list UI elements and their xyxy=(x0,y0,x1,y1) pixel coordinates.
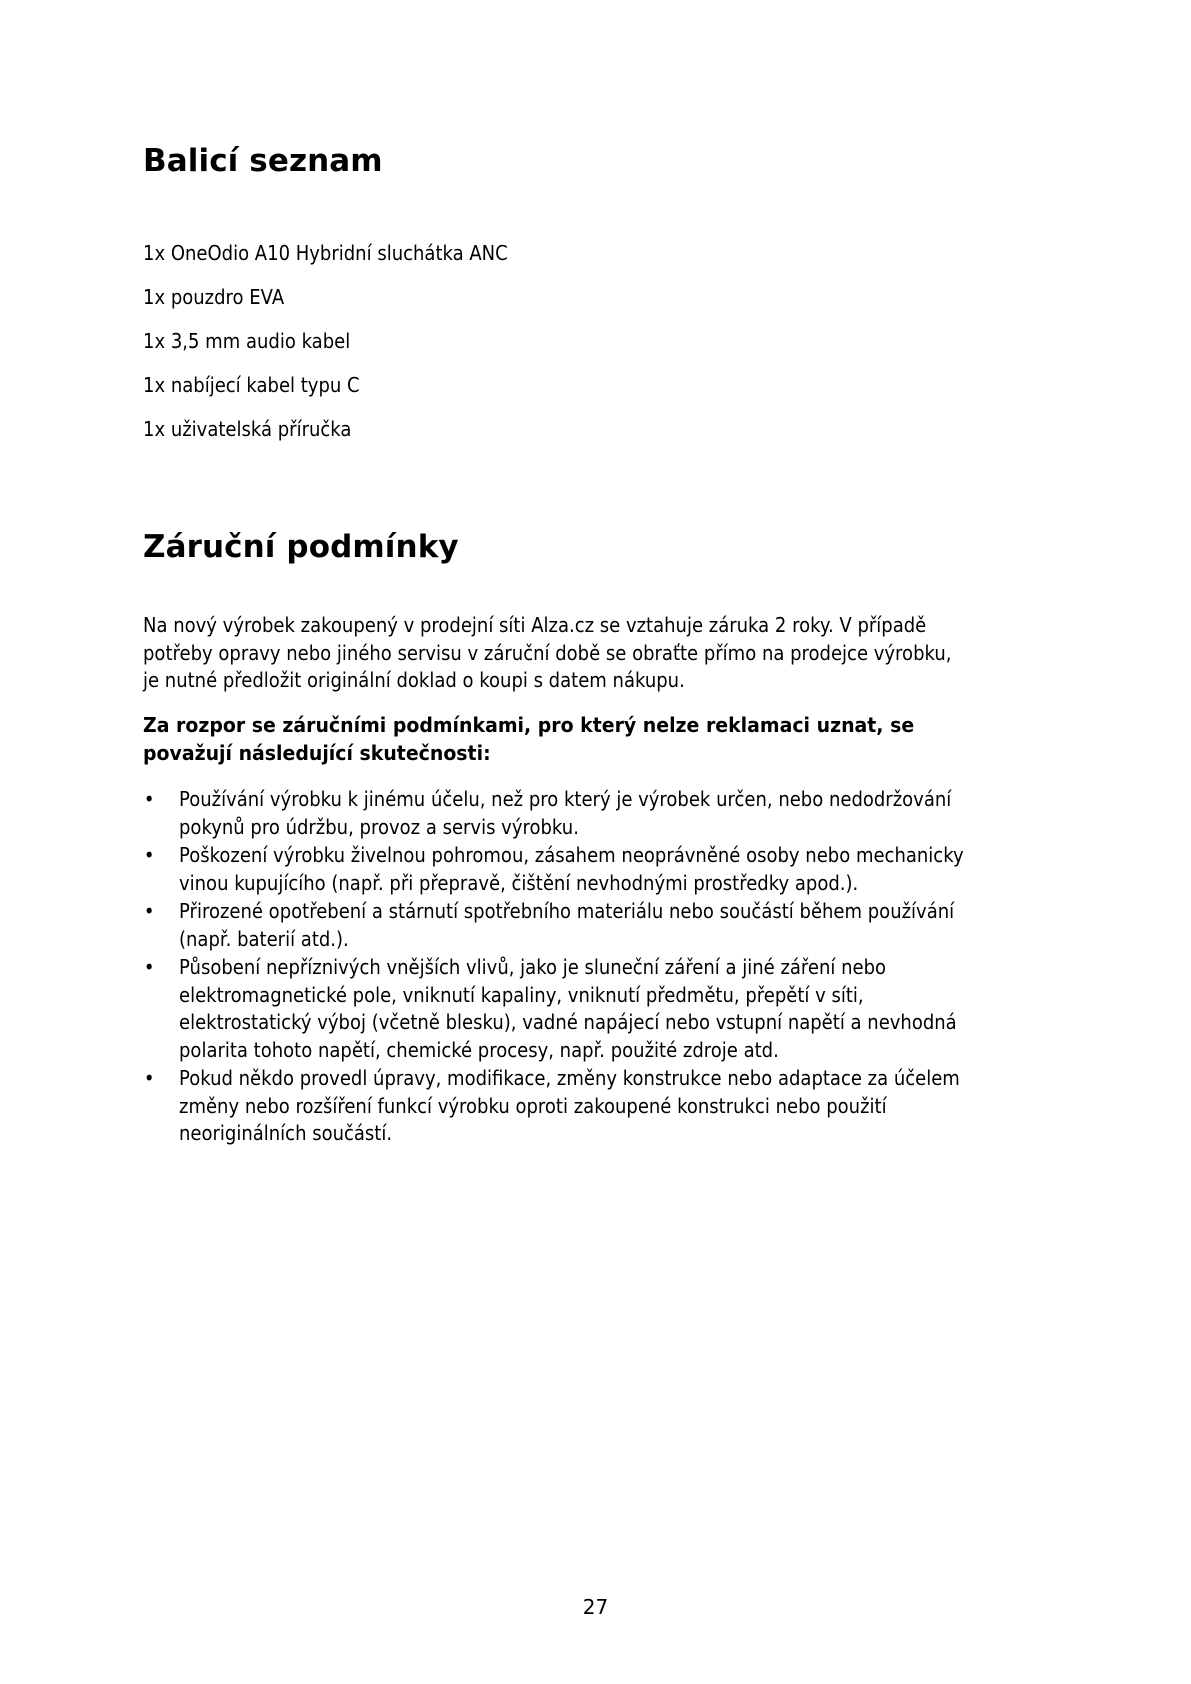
intro-line: je nutné předložit originální doklad o koupi s datem nákupu. xyxy=(143,668,685,692)
exclusion-line: pokynů pro údržbu, provoz a servis výrobku. xyxy=(179,814,579,839)
exclusion-line: Přirozené opotřebení a stárnutí spotřebního materiálu nebo součástí během používání xyxy=(179,899,955,923)
exclusion-line: Pokud někdo provedl úpravy, modifikace, změny konstrukce nebo adaptace za účelem xyxy=(179,1066,960,1090)
intro-line: Na nový výrobek zakoupený v prodejní síti Alza.cz se vztahuje záruka 2 roky. V případě xyxy=(143,613,927,637)
exclusion-line: Poškození výrobku živelnou pohromou, zásahem neoprávněné osoby nebo mechanicky xyxy=(179,843,964,867)
exclusion-item xyxy=(143,954,964,1064)
intro-line: potřeby opravy nebo jiného servisu v záruční době se obraťte přímo na prodejce výrobku, xyxy=(143,640,952,665)
packing-list-heading: Balicí seznam xyxy=(143,143,383,179)
packing-list-item: 1x OneOdio A10 Hybridní sluchátka ANC xyxy=(143,241,508,265)
exclusion-line: elektromagnetické pole, vniknutí kapaliny, vniknutí předmětu, přepětí v síti, xyxy=(179,982,864,1007)
warranty-heading: Záruční podmínky xyxy=(143,529,459,565)
exclusion-line: elektrostatický výboj (včetně blesku), vadné napájecí nebo vstupní napětí a nevhodná xyxy=(179,1010,957,1034)
warranty-exclusions-list xyxy=(143,786,964,1149)
packing-list-item: 1x pouzdro EVA xyxy=(143,285,285,309)
exclusion-line: změny nebo rozšíření funkcí výrobku oproti zakoupené konstrukci nebo použití xyxy=(179,1093,887,1118)
bold-line: Za rozpor se záručními podmínkami, pro který nelze reklamaci uznat, se xyxy=(143,713,915,737)
warranty-intro-paragraph xyxy=(143,612,998,695)
exclusion-item xyxy=(143,1065,964,1148)
exclusion-item xyxy=(143,786,964,841)
exclusion-line: Používání výrobku k jinému účelu, než pro který je výrobek určen, nebo nedodržování xyxy=(179,787,952,811)
bullet-icon: • xyxy=(143,955,155,979)
page-number: 27 xyxy=(582,1595,609,1619)
bullet-icon: • xyxy=(143,899,155,923)
exclusion-line: polarita tohoto napětí, chemické procesy, např. použité zdroje atd. xyxy=(179,1037,779,1062)
packing-list-item: 1x nabíjecí kabel typu C xyxy=(143,373,360,397)
bullet-icon: • xyxy=(143,1066,155,1090)
exclusion-line: neoriginálních součástí. xyxy=(179,1121,393,1145)
packing-list-item: 1x uživatelská příručka xyxy=(143,417,352,441)
warranty-exclusions-intro xyxy=(143,712,914,767)
bullet-icon: • xyxy=(143,787,155,811)
exclusion-line: (např. baterií atd.). xyxy=(179,926,349,951)
bullet-icon: • xyxy=(143,843,155,867)
bold-line: považují následující skutečnosti: xyxy=(143,740,491,765)
exclusion-item xyxy=(143,898,964,953)
exclusion-line: Působení nepříznivých vnějších vlivů, jako je sluneční záření a jiné záření nebo xyxy=(179,955,887,979)
packing-list xyxy=(143,240,508,460)
exclusion-line: vinou kupujícího (např. při přepravě, čištění nevhodnými prostředky apod.). xyxy=(179,870,859,895)
packing-list-item: 1x 3,5 mm audio kabel xyxy=(143,329,351,353)
exclusion-item xyxy=(143,842,964,897)
